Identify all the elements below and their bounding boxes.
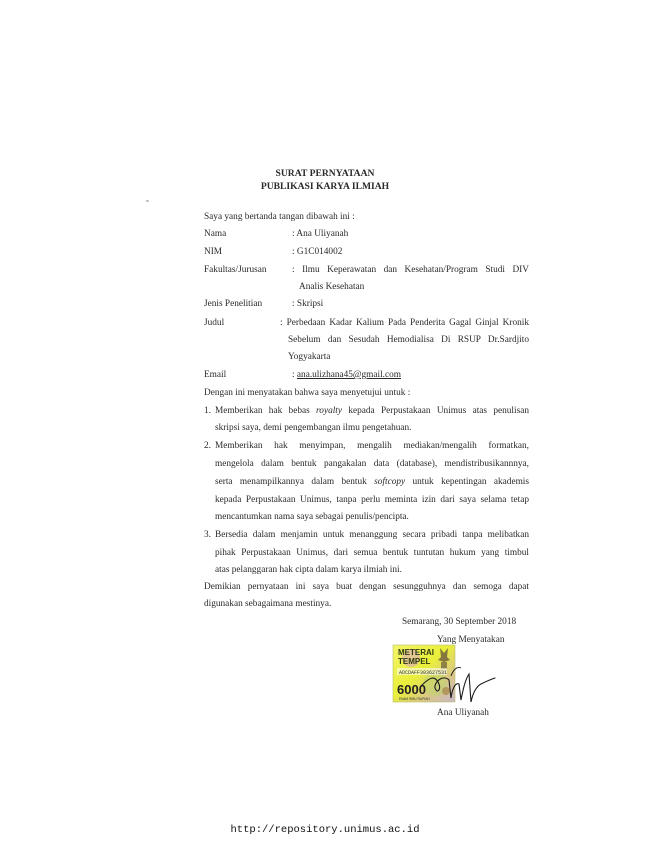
email-field [292, 369, 401, 381]
email-label: Email [204, 370, 227, 380]
judul-value-line2: Sebelum dan Sesudah Hemodialisa Di RSUP Dr.Sardjito [288, 335, 529, 345]
item1-line2: skripsi saya, demi pengembangan ilmu pengetahuan. [215, 423, 412, 433]
item2-line5: mencantumkan nama saya sebagai penulis/pencipta. [215, 512, 409, 522]
jenis-penelitian-value: : Skripsi [292, 299, 324, 309]
stamp-amount-words: ENAM RIBU RUPIAH [399, 697, 430, 701]
closing-line2: digunakan sebagaimana mestinya. [204, 599, 332, 609]
judul-value-line3: Yogyakarta [288, 352, 331, 362]
signer-title: Yang Menyatakan [437, 635, 505, 645]
footer-url: http://repository.unimus.ac.id [230, 824, 420, 836]
email-link[interactable]: ana.ulizhana45@gmail.com [296, 370, 401, 380]
item1-emphasis: royalty [316, 406, 343, 416]
stamp-code: ADCDAFF303627531 [399, 670, 448, 676]
item3-line1: Bersedia dalam menjamin untuk menanggung secara pribadi tanpa melibatkan [215, 530, 529, 540]
item1-text-b: kepada Perpustakaan Unimus atas penulisan [342, 406, 529, 416]
item2-emphasis: softcopy [374, 477, 406, 487]
scan-speck [146, 200, 149, 202]
judul-label: Judul [204, 318, 225, 328]
nama-label: Nama [204, 229, 227, 239]
item2-line3 [215, 476, 529, 488]
item1-text-a: Memberikan hak bebas [215, 406, 317, 416]
closing-line1: Demikian pernyataan ini saya buat dengan sesungguhnya dan semoga dapat [204, 582, 529, 592]
stamp-line1: METERAI [398, 648, 434, 657]
stamp-and-signature [391, 644, 503, 706]
item1-line1 [215, 405, 529, 417]
agreement-intro: Dengan ini menyatakan bahwa saya menyetujui untuk : [204, 388, 411, 398]
item2-line4: kepada Perpustakaan Unimus, tanpa perlu meminta izin dari saya selama tetap [215, 495, 529, 505]
item2-number: 2. [204, 441, 211, 451]
fakultas-value-line2: Analis Kesehatan [299, 282, 365, 292]
document-subtitle: PUBLIKASI KARYA ILMIAH [260, 181, 390, 192]
item2-line1: Memberikan hak menyimpan, mengalih mediakan/mengalih formatkan, [215, 441, 529, 451]
item2-line2: mengelola dalam bentuk pangakalan data (database), mendistribusikannnya, [215, 459, 529, 469]
item1-number: 1. [204, 406, 211, 416]
intro-text: Saya yang bertanda tangan dibawah ini : [204, 212, 355, 222]
signer-name: Ana Uliyanah [437, 708, 489, 718]
emblem-star-icon [442, 687, 450, 695]
email-prefix: : [292, 370, 297, 380]
jenis-penelitian-label: Jenis Penelitian [204, 299, 263, 309]
nim-value: : G1C014002 [292, 247, 343, 257]
document-title: SURAT PERNYATAAN [275, 168, 375, 179]
item3-number: 3. [204, 530, 211, 540]
place-date: Semarang, 30 September 2018 [402, 617, 517, 627]
item3-line2: pihak Perpustakaan Unimus, dari semua bentuk tuntutan hukum yang timbul [215, 548, 529, 558]
stamp-line2: TEMPEL [398, 657, 431, 666]
item3-line3: atas pelanggaran hak cipta dalam karya ilmiah ini. [215, 565, 402, 575]
item2-text-b: untuk kepentingan akademis [405, 477, 529, 487]
nim-label: NIM [204, 247, 223, 257]
nama-value: : Ana Uliyanah [292, 229, 349, 239]
stamp-amount: 6000 [397, 682, 426, 697]
fakultas-value-line1: : Ilmu Keperawatan dan Kesehatan/Program Studi DIV [292, 265, 529, 275]
meterai-stamp [391, 644, 503, 706]
item2-text-a: serta menampilkannya dalam bentuk [215, 477, 375, 487]
fakultas-label: Fakultas/Jurusan [204, 265, 267, 275]
judul-value-line1: : Perbedaan Kadar Kalium Pada Penderita Gagal Ginjal Kronik [280, 318, 529, 328]
